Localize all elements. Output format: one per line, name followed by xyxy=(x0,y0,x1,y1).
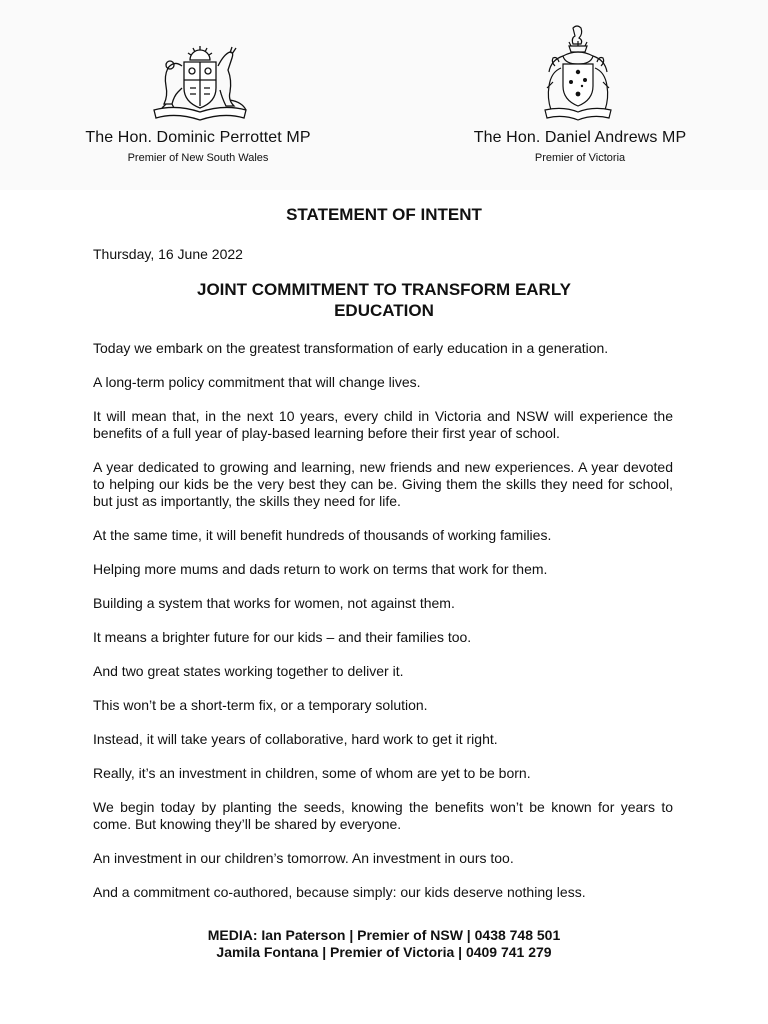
media-contacts xyxy=(0,927,768,961)
premier-title-vic: Premier of Victoria xyxy=(534,152,626,164)
statement-body xyxy=(93,340,673,918)
paragraph: And two great states working together to deliver it. xyxy=(93,663,404,679)
premier-name-nsw: The Hon. Dominic Perrottet MP xyxy=(85,129,311,146)
premier-vic-block xyxy=(430,128,730,165)
nsw-coat-of-arms-icon xyxy=(146,40,254,124)
paragraph: This won’t be a short-term fix, or a temporary solution. xyxy=(93,697,428,713)
victoria-coat-of-arms-icon xyxy=(533,22,623,124)
letterhead xyxy=(0,0,768,190)
paragraph: Helping more mums and dads return to work on terms that work for them. xyxy=(93,561,548,577)
paragraph: At the same time, it will benefit hundreds of thousands of working families. xyxy=(93,527,552,543)
paragraph: We begin today by planting the seeds, knowing the benefits won’t be known for years to come. But knowing they’ll be shared by everyone. xyxy=(93,799,673,832)
paragraph: Really, it’s an investment in children, some of whom are yet to be born. xyxy=(93,765,531,781)
paragraph: It means a brighter future for our kids – and their families too. xyxy=(93,629,472,645)
media-contact-line-2: Jamila Fontana | Premier of Victoria | 0409 741 279 xyxy=(216,944,552,960)
document-headline xyxy=(130,279,638,321)
premier-title-nsw: Premier of New South Wales xyxy=(127,152,269,164)
premier-nsw-block xyxy=(48,128,348,165)
paragraph: It will mean that, in the next 10 years, every child in Victoria and NSW will experience the benefits of a full year of play-based learning before their first year of school. xyxy=(93,408,673,441)
media-contact-line-1: MEDIA: Ian Paterson | Premier of NSW | 0438 748 501 xyxy=(207,927,561,943)
paragraph: Instead, it will take years of collaborative, hard work to get it right. xyxy=(93,731,498,747)
paragraph: An investment in our children’s tomorrow. An investment in ours too. xyxy=(93,850,514,866)
document-date: Thursday, 16 June 2022 xyxy=(93,246,243,262)
premier-name-vic: The Hon. Daniel Andrews MP xyxy=(473,129,687,146)
headline-line-1: JOINT COMMITMENT TO TRANSFORM EARLY xyxy=(197,280,571,299)
paragraph: And a commitment co-authored, because simply: our kids deserve nothing less. xyxy=(93,884,586,900)
paragraph: A year dedicated to growing and learning, new friends and new experiences. A year devoted to helping our kids be the very best they can be. Giving them the skills they need for school, but just as importantly, the skills they need for life. xyxy=(93,459,673,509)
paragraph: A long-term policy commitment that will change lives. xyxy=(93,374,421,390)
document-title: STATEMENT OF INTENT xyxy=(286,205,482,224)
paragraph: Today we embark on the greatest transformation of early education in a generation. xyxy=(93,340,609,356)
headline-line-2: EDUCATION xyxy=(334,301,434,320)
paragraph: Building a system that works for women, not against them. xyxy=(93,595,455,611)
